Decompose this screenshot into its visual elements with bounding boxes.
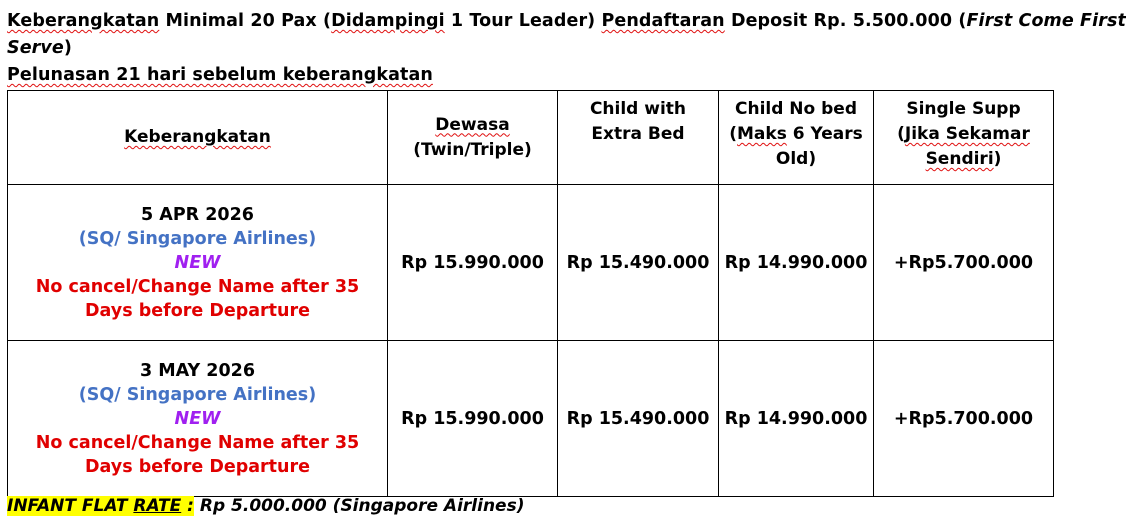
infant-rate-line: [7, 496, 524, 516]
header-line2-italic: Serve: [7, 38, 64, 58]
table-row: [8, 185, 1054, 341]
infant-rate-label: INFANT FLAT RATE :: [7, 496, 194, 516]
header-line1-mid: 1 Tour Leader): [444, 11, 602, 31]
col-header-adult: Dewasa (Twin/Triple): [388, 91, 558, 185]
header-line-2: [7, 38, 72, 58]
departure-date: 3 MAY 2026: [139, 360, 256, 381]
header-line-3: [7, 65, 433, 85]
price-table: [7, 90, 1054, 497]
single-supp-price: +Rp5.700.000: [874, 341, 1054, 497]
new-badge: NEW: [174, 252, 221, 273]
new-badge: NEW: [174, 408, 221, 429]
header-line3-text: Pelunasan 21 hari sebelum keberangkatan: [7, 65, 433, 85]
header-line1-prefix: Minimal 20 Pax (: [159, 11, 332, 31]
header-line1-suffix: Deposit Rp. 5.500.000 (: [724, 11, 967, 31]
col-header-child-no-bed: Child No bed (Maks 6 Years Old): [719, 91, 874, 185]
child-extra-bed-price: Rp 15.490.000: [558, 185, 719, 341]
col-header-single-supp: Single Supp (Jika Sekamar Sendiri): [874, 91, 1054, 185]
departure-cell: [8, 341, 388, 497]
cancellation-note: No cancel/Change Name after 35 Days before Departure: [35, 276, 360, 321]
child-no-bed-price: Rp 14.990.000: [719, 185, 874, 341]
table-header-row: [8, 91, 1054, 185]
header-line1-italic: First Come First: [966, 11, 1126, 31]
airline-label: (SQ/ Singapore Airlines): [78, 384, 317, 405]
header-line-1: [7, 11, 1126, 31]
col-header-departure: Keberangkatan: [8, 91, 388, 185]
child-no-bed-price: Rp 14.990.000: [719, 341, 874, 497]
child-extra-bed-price: Rp 15.490.000: [558, 341, 719, 497]
adult-price: Rp 15.990.000: [388, 341, 558, 497]
header-word-didampingi: Didampingi: [331, 11, 445, 31]
table-row: [8, 341, 1054, 497]
infant-rate-value: Rp 5.000.000 (Singapore Airlines): [193, 496, 525, 516]
single-supp-price: +Rp5.700.000: [874, 185, 1054, 341]
cancellation-note: No cancel/Change Name after 35 Days before Departure: [35, 432, 360, 477]
adult-price: Rp 15.990.000: [388, 185, 558, 341]
departure-date: 5 APR 2026: [141, 204, 254, 225]
departure-cell: [8, 185, 388, 341]
airline-label: (SQ/ Singapore Airlines): [78, 228, 317, 249]
header-word-keberangkatan: Keberangkatan: [7, 11, 160, 31]
header-word-pendaftaran: Pendaftaran: [601, 11, 725, 31]
header-line2-suffix: ): [63, 38, 72, 58]
col-header-child-extra-bed: Child with Extra Bed: [558, 91, 719, 185]
